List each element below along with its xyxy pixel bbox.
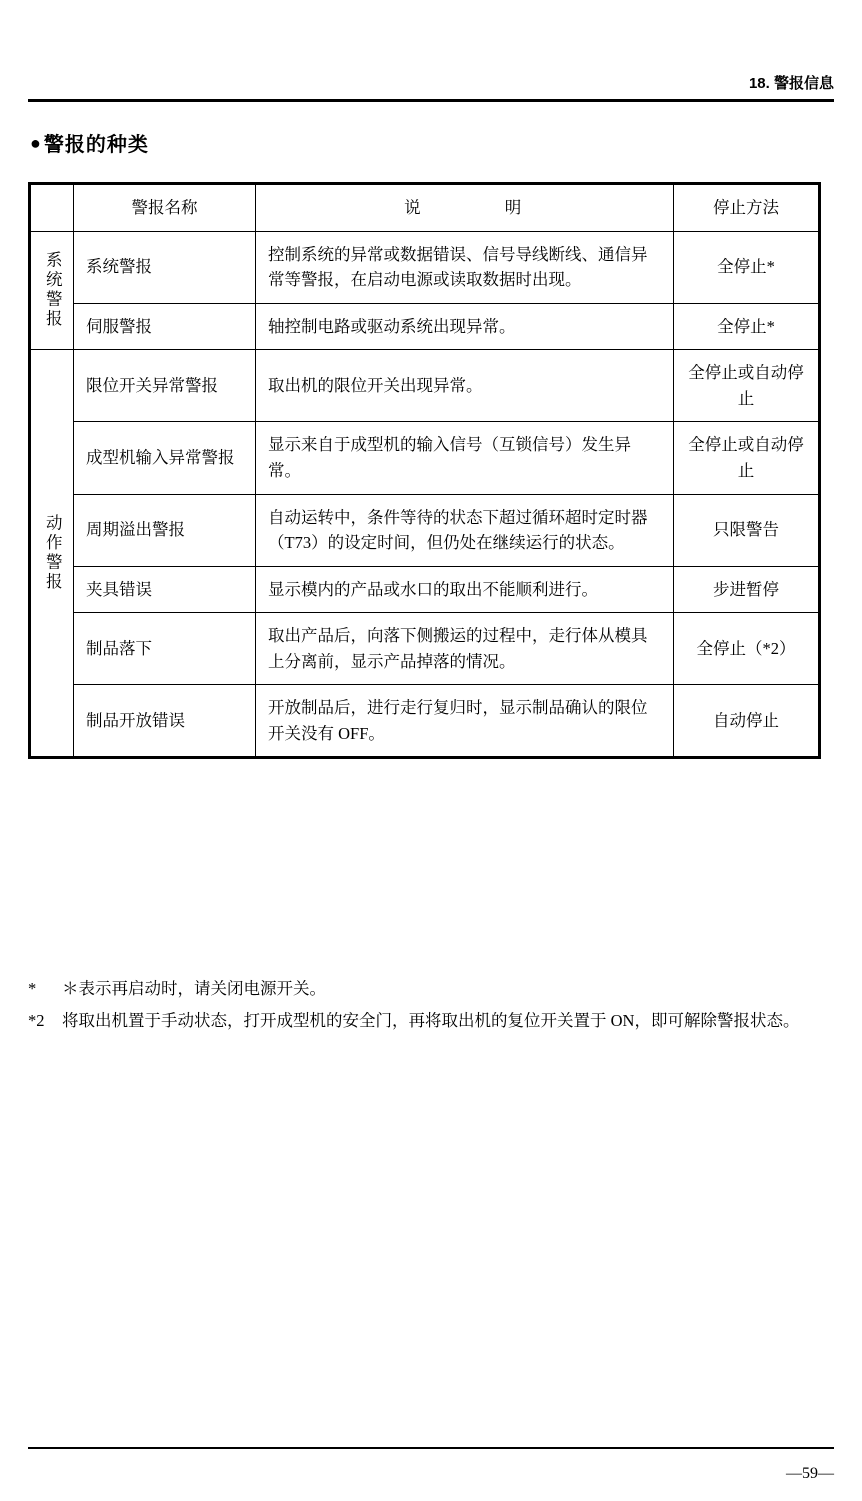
footnotes xyxy=(28,975,834,1039)
alarm-name: 系统警报 xyxy=(74,231,256,303)
section-heading-label: 警报的种类 xyxy=(43,134,149,156)
alarm-description: 自动运转中，条件等待的状态下超过循环超时定时器（T73）的设定时间，但仍处在继续运行的状态。 xyxy=(256,494,674,566)
table-row xyxy=(30,613,820,685)
page-header xyxy=(28,72,834,93)
alarm-name: 夹具错误 xyxy=(74,566,256,613)
alarm-name: 制品开放错误 xyxy=(74,685,256,758)
section-heading xyxy=(30,128,149,157)
bullet-icon: ● xyxy=(30,133,42,153)
alarm-description: 取出产品后，向落下侧搬运的过程中，走行体从模具上分离前，显示产品掉落的情况。 xyxy=(256,613,674,685)
footnote-marker: *2 xyxy=(28,1011,45,1031)
chapter-title: 18. 警报信息 xyxy=(748,75,834,92)
alarm-stop-method: 全停止（*2） xyxy=(674,613,820,685)
table-row xyxy=(30,422,820,494)
footnote-text: 将取出机置于手动状态，打开成型机的安全门，再将取出机的复位开关置于 ON，即可解除警报状态。 xyxy=(62,1011,800,1031)
footnote-item xyxy=(28,1007,834,1035)
table-row xyxy=(30,685,820,758)
header-cell-stop: 停止方法 xyxy=(674,184,820,232)
footnote-item xyxy=(28,975,834,1003)
alarm-table xyxy=(28,182,821,759)
alarm-name: 制品落下 xyxy=(74,613,256,685)
alarm-table-wrapper xyxy=(28,182,818,759)
alarm-name: 成型机输入异常警报 xyxy=(74,422,256,494)
alarm-description: 显示来自于成型机的输入信号（互锁信号）发生异常。 xyxy=(256,422,674,494)
alarm-description: 轴控制电路或驱动系统出现异常。 xyxy=(256,303,674,350)
alarm-description: 显示模内的产品或水口的取出不能顺利进行。 xyxy=(256,566,674,613)
alarm-stop-method: 全停止或自动停止 xyxy=(674,350,820,422)
table-header-row xyxy=(30,184,820,232)
alarm-stop-method: 自动停止 xyxy=(674,685,820,758)
page-number: —59— xyxy=(786,1465,834,1482)
group-label-action xyxy=(30,350,74,758)
header-cell-name: 警报名称 xyxy=(74,184,256,232)
header-cell-group xyxy=(30,184,74,232)
footnote-text: ＊表示再启动时，请关闭电源开关。 xyxy=(62,979,326,998)
header-divider xyxy=(28,99,834,102)
group-label-system xyxy=(30,231,74,350)
alarm-description: 开放制品后，进行走行复归时，显示制品确认的限位开关没有 OFF。 xyxy=(256,685,674,758)
table-row xyxy=(30,494,820,566)
alarm-stop-method: 只限警告 xyxy=(674,494,820,566)
table-row xyxy=(30,303,820,350)
alarm-stop-method: 步进暂停 xyxy=(674,566,820,613)
alarm-name: 周期溢出警报 xyxy=(74,494,256,566)
alarm-stop-method: 全停止* xyxy=(674,303,820,350)
alarm-stop-method: 全停止* xyxy=(674,231,820,303)
alarm-description: 控制系统的异常或数据错误、信号导线断线、通信异常等警报，在启动电源或读取数据时出现。 xyxy=(256,231,674,303)
table-row xyxy=(30,350,820,422)
group-label-action-text: 动作警报 xyxy=(43,514,63,593)
footnote-marker: * xyxy=(28,979,37,998)
table-row xyxy=(30,566,820,613)
alarm-description: 取出机的限位开关出现异常。 xyxy=(256,350,674,422)
footer-divider xyxy=(28,1447,834,1449)
table-row xyxy=(30,231,820,303)
group-label-system-text: 系统警报 xyxy=(43,251,63,330)
header-cell-desc: 说 明 xyxy=(256,184,674,232)
alarm-name: 限位开关异常警报 xyxy=(74,350,256,422)
alarm-stop-method: 全停止或自动停止 xyxy=(674,422,820,494)
alarm-name: 伺服警报 xyxy=(74,303,256,350)
